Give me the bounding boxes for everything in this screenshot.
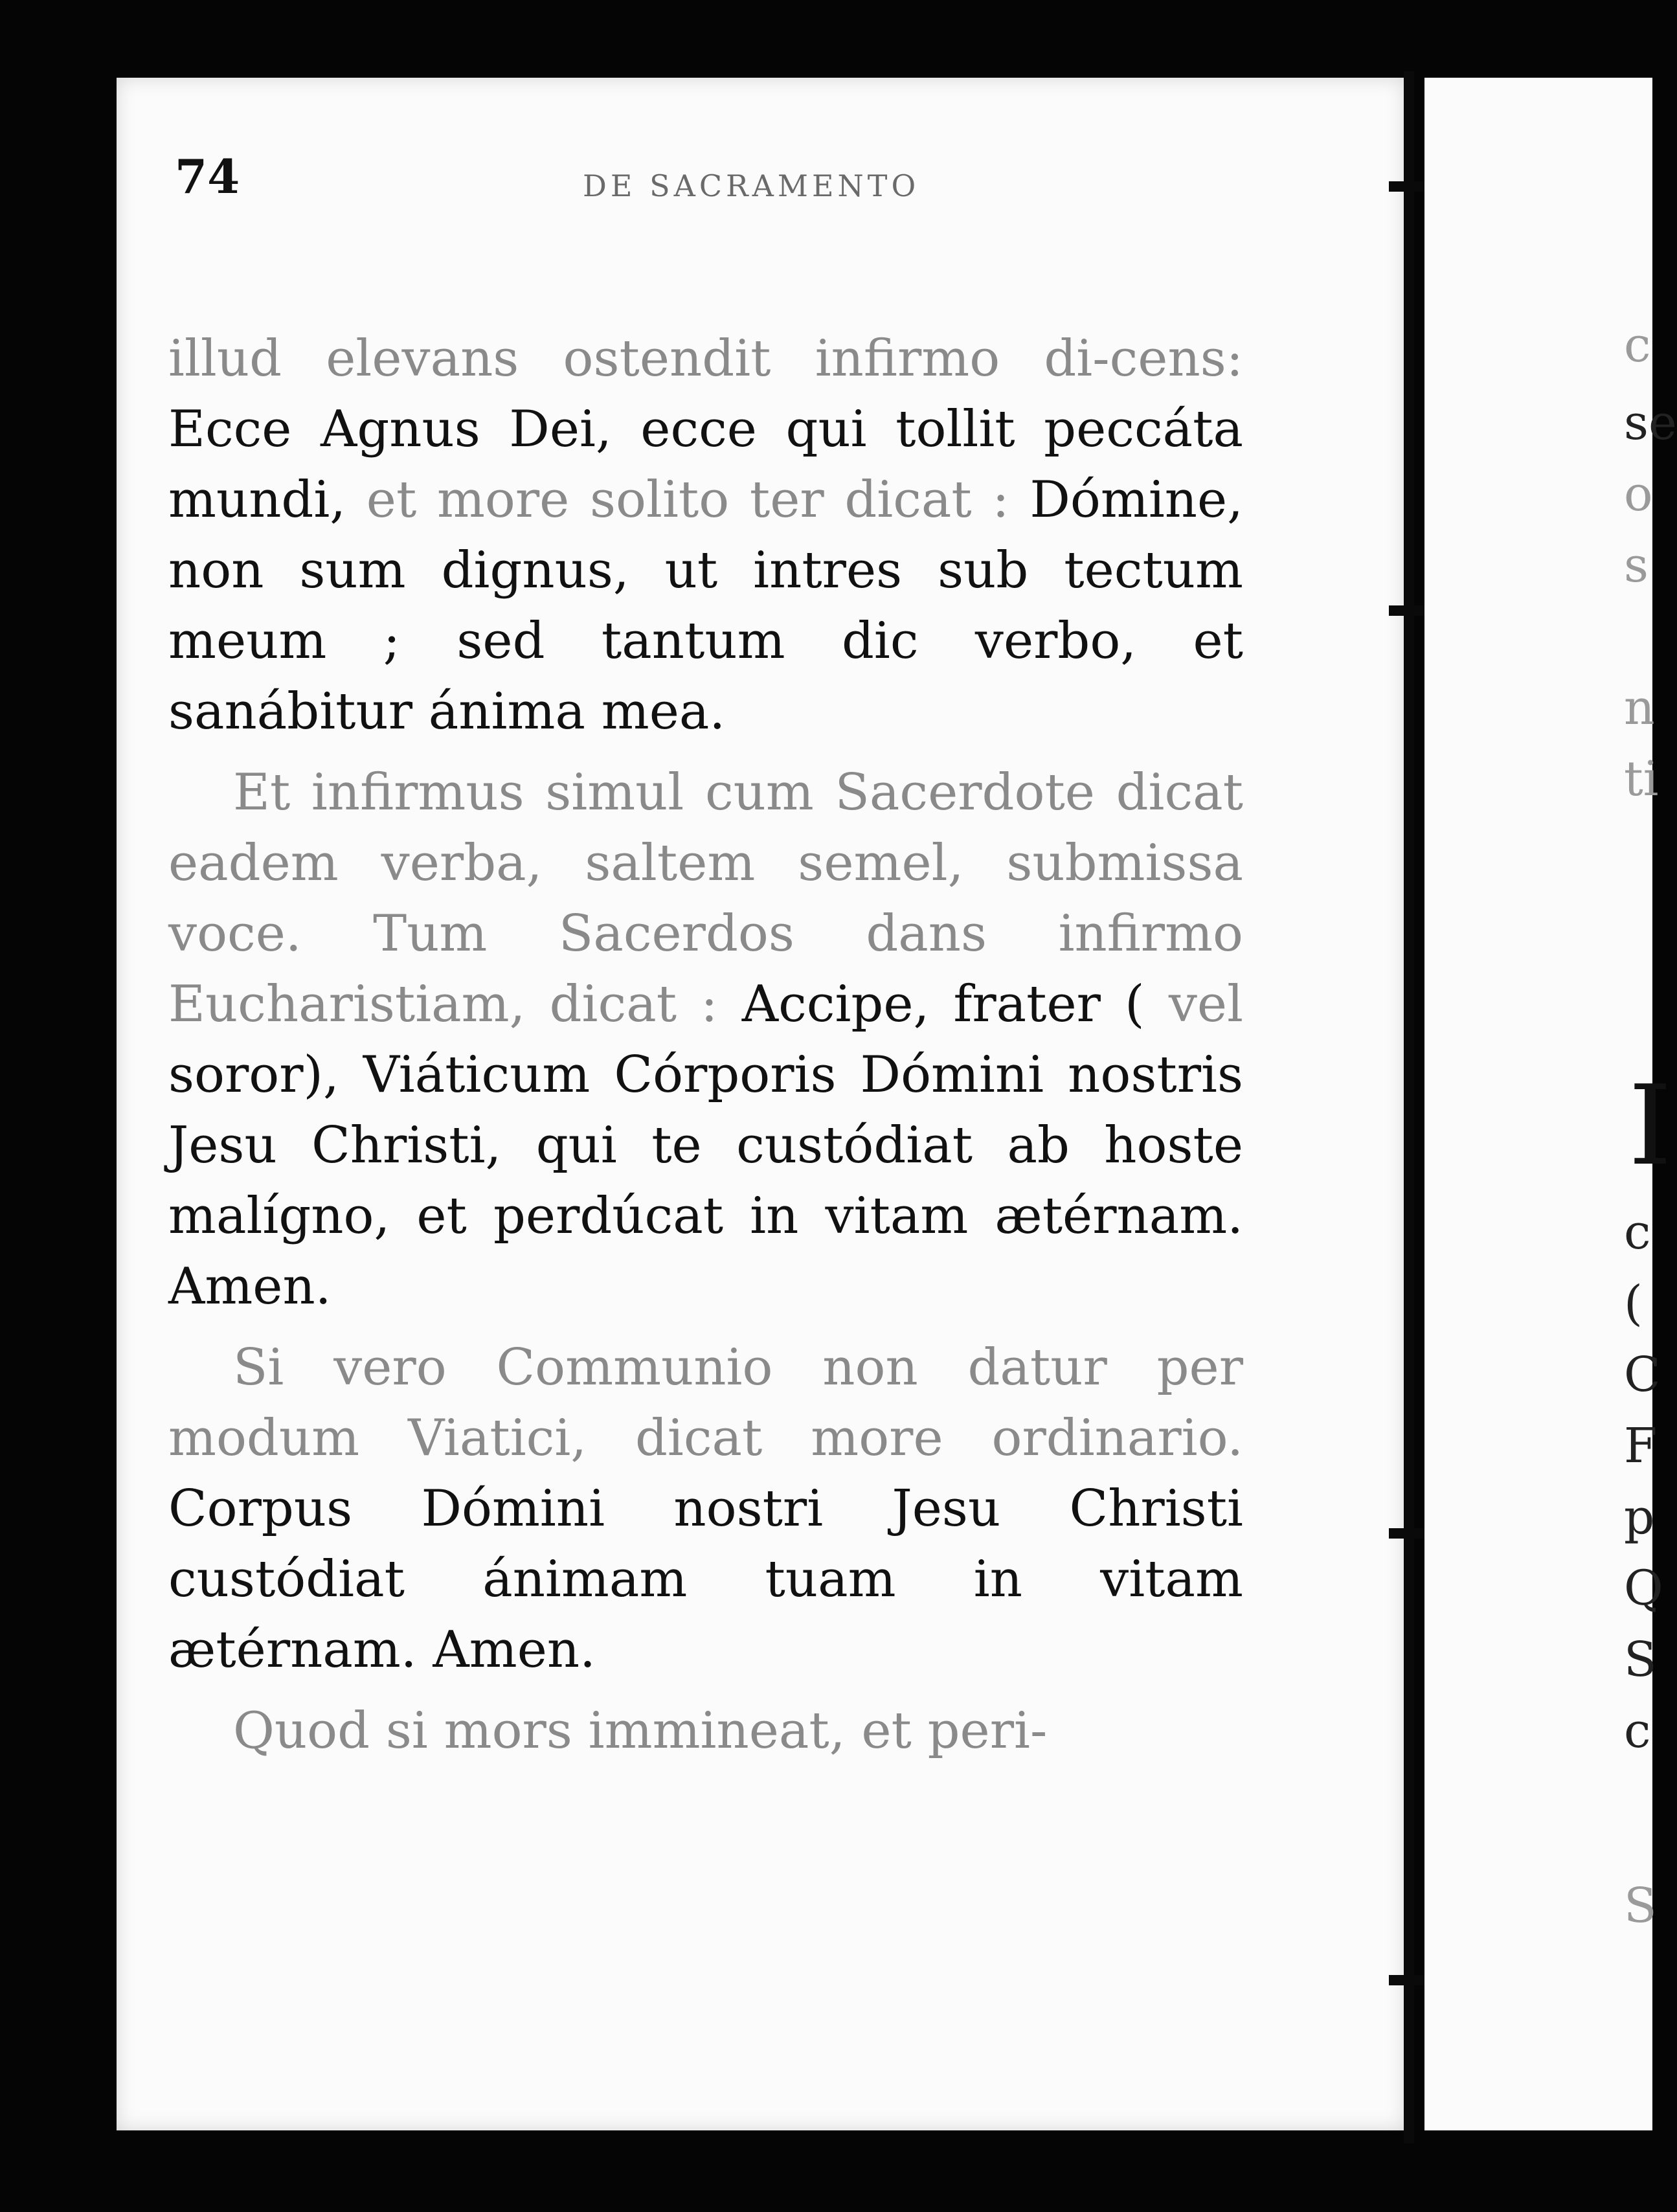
rubric-text: Et infirmus simul cum Sacerdote dicat eadem verba, saltem semel, submissa voce. Tum Sacerdos dans infirmo Eucharistiam, dicat : <box>168 763 1243 1033</box>
rubric-text: vel <box>1168 975 1244 1033</box>
edge-letter: ( <box>1624 1276 1643 1331</box>
binding-spine <box>1404 71 1414 2143</box>
edge-letter: Q <box>1624 1561 1663 1616</box>
rubric-text: illud elevans ostendit infirmo di-cens: <box>168 330 1243 388</box>
edge-letter: C <box>1624 1347 1661 1403</box>
page-number: 74 <box>175 149 240 204</box>
edge-letter: S <box>1624 1632 1657 1687</box>
paragraph <box>168 1333 1243 1686</box>
paragraph <box>168 1696 1243 1766</box>
edge-letter: s <box>1624 537 1649 593</box>
edge-letter: n <box>1624 680 1655 736</box>
edge-letter: S <box>1624 1878 1657 1934</box>
edge-letter: I <box>1628 1062 1672 1190</box>
edge-letter: se <box>1624 395 1677 451</box>
edge-letter: o <box>1624 466 1653 522</box>
next-page-edge <box>1424 78 1655 2130</box>
prayer-text: Corpus Dómini nostri Jesu Christi custódiat ánimam tuam in vitam ætérnam. Amen. <box>168 1480 1243 1679</box>
prayer-text: Accipe, frater ( <box>741 975 1169 1033</box>
prayer-text: Dómine, non sum dignus, ut intres sub tectum meum ; sed tantum dic verbo, et sanábitur ánima mea. <box>168 471 1243 741</box>
edge-letter: c <box>1624 1204 1651 1260</box>
edge-letter: c <box>1624 317 1651 373</box>
body-text <box>168 324 1243 1777</box>
page-header <box>175 136 1243 214</box>
edge-letter: F <box>1624 1418 1658 1474</box>
prayer-text: Ecce Agnus Dei, ecce qui tollit peccáta mundi, <box>168 400 1243 529</box>
running-head: DE SACRAMENTO <box>583 168 920 203</box>
prayer-text: soror), Viáticum Córporis Dómini nostris Jesu Christi, qui te custódiat ab hoste malígno, et perdúcat in vitam ætérnam. Amen. <box>168 1046 1243 1316</box>
edge-letter: c <box>1624 1703 1651 1759</box>
paragraph <box>168 324 1243 747</box>
edge-letter: ti <box>1624 751 1659 807</box>
rubric-text: Si vero Communio non datur per modum Viatici, dicat more ordinario. <box>168 1338 1243 1467</box>
edge-letter: p <box>1624 1489 1655 1545</box>
rubric-text: Quod si mors immineat, et peri- <box>233 1702 1048 1760</box>
paragraph <box>168 758 1243 1322</box>
rubric-text: et more solito ter dicat : <box>366 471 1030 529</box>
